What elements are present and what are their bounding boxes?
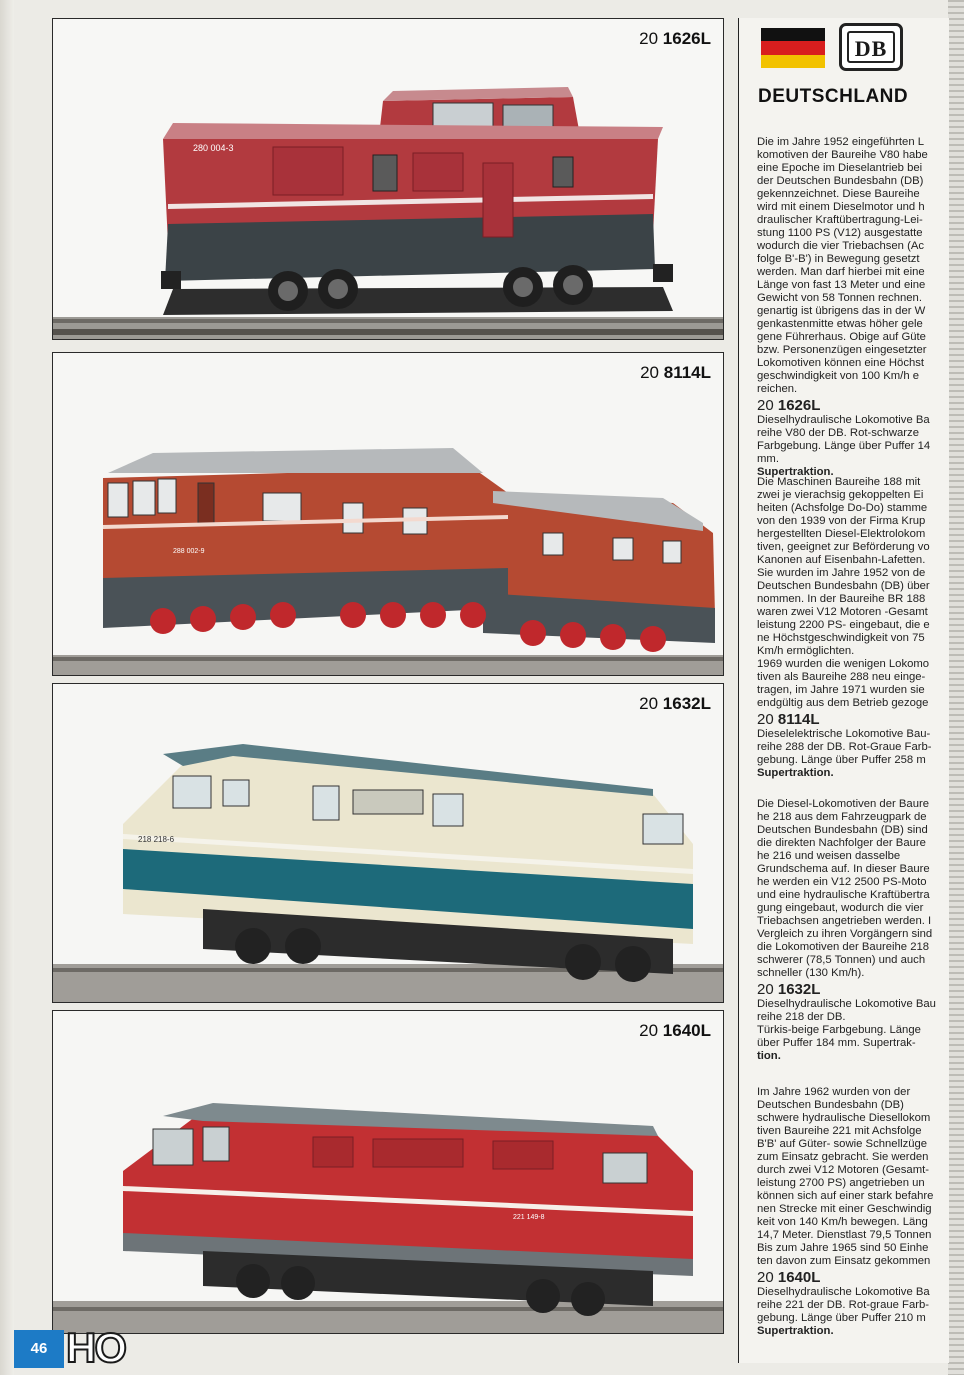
- description-line: können sich auf einer stark befahre: [757, 1190, 934, 1202]
- description-line: leistung 2200 PS- eingebaut, die e: [757, 619, 930, 631]
- description-line: B'B' auf Güter- sowie Schnellzüge: [757, 1138, 928, 1150]
- description-line: hergestellten Diesel-Elektrolokom: [757, 528, 926, 540]
- product-panel-4: [52, 1010, 724, 1334]
- locomotive-photo-v80: [53, 19, 723, 339]
- description-line: und eine hydraulische Kraftübertra: [757, 889, 930, 901]
- description-line: Triebachsen angetrieben werden. I: [757, 915, 932, 927]
- spec-line: mm.: [757, 453, 779, 465]
- product-code-label: 20 1640L: [757, 1269, 821, 1286]
- description-line: Die Maschinen Baureihe 188 mit: [757, 476, 921, 488]
- description-line: die Lokomotiven der Baureihe 218: [757, 941, 930, 953]
- description-line: tiven als Baureihe 288 neu einge-: [757, 671, 926, 683]
- page-number: 46: [14, 1330, 64, 1368]
- description-line: Vergleich zu ihren Vorgängern sind: [757, 928, 933, 940]
- product-code: 20 1640L: [639, 1021, 711, 1040]
- description-line: nommen. In der Baureihe BR 188: [757, 593, 926, 605]
- description-line: wird mit einem Dieselmotor und h: [757, 201, 925, 213]
- scale-logo: HO: [66, 1324, 125, 1371]
- product-code-label: 20 1626L: [757, 397, 821, 414]
- description-line: durch zwei V12 Motoren (Gesamt-: [757, 1164, 930, 1176]
- db-logo: DB: [839, 23, 903, 71]
- spec-line: Türkis-beige Farbgebung. Länge: [757, 1024, 921, 1036]
- spec-highlight: Supertraktion.: [757, 767, 834, 779]
- description-line: wodurch die vier Triebachsen (Ac: [757, 240, 925, 252]
- description-line: endgültig aus dem Betrieb gezoge: [757, 697, 929, 709]
- description-line: tragen, im Jahre 1971 wurden sie: [757, 684, 925, 696]
- description-line: folge B'-B') in Bewegung gesetzt: [757, 253, 920, 265]
- description-line: tiven Baureihe 221 mit Achsfolge: [757, 1125, 922, 1137]
- description-line: ne Höchstgeschwindigkeit von 75: [757, 632, 925, 644]
- description-line: he 216 und weisen dasselbe: [757, 850, 901, 862]
- country-heading: DEUTSCHLAND: [758, 86, 909, 107]
- description-line: Im Jahre 1962 wurden von der: [757, 1086, 911, 1098]
- description-line: 14,7 Meter. Dienstlast 79,5 Tonnen: [757, 1229, 932, 1241]
- description-line: waren zwei V12 Motoren -Gesamt: [757, 606, 928, 618]
- description-line: schwere hydraulische Diesellokom: [757, 1112, 931, 1124]
- description-line: gene Führerhaus. Obige auf Güte: [757, 331, 926, 343]
- description-line: Grundschema auf. In dieser Baure: [757, 863, 930, 875]
- spec-line: reihe V80 der DB. Rot-schwarze: [757, 427, 919, 439]
- description-line: werden. Man darf hierbei mit eine: [757, 266, 925, 278]
- description-line: stung 1100 PS (V12) ausgestatte: [757, 227, 923, 239]
- description-line: keit von 140 Km/h bewegen. Läng: [757, 1216, 928, 1228]
- product-code-label: 20 8114L: [757, 711, 820, 728]
- spec-line: gebung. Länge über Puffer 210 m: [757, 1312, 926, 1324]
- spec-line: reihe 221 der DB. Rot-graue Farb-: [757, 1299, 930, 1311]
- description-line: zwei je vierachsig gekoppelten Ei: [757, 489, 924, 501]
- description-line: Km/h ermöglichten.: [757, 645, 855, 657]
- spec-line: gebung. Länge über Puffer 258 m: [757, 754, 926, 766]
- description-line: gung eingebaut, wodurch die vier: [757, 902, 924, 914]
- description-line: Die Diesel-Lokomotiven der Baure: [757, 798, 930, 810]
- description-line: eine Epoche im Dieselantrieb bei: [757, 162, 923, 174]
- description-line: genartig ist übrigens das in der W: [757, 305, 926, 317]
- loco-number-marking: 288 002-9: [173, 548, 205, 555]
- description-line: heiten (Achsfolge Do-Do) stamme: [757, 502, 928, 514]
- spec-line: reihe 288 der DB. Rot-Graue Farb-: [757, 741, 932, 753]
- description-block-1626L: [757, 136, 957, 479]
- description-line: von den 1939 von der Firma Krup: [757, 515, 926, 527]
- description-line: komotiven der Baureihe V80 habe: [757, 149, 928, 161]
- description-line: schneller (130 Km/h).: [757, 967, 865, 979]
- description-sidebar: [738, 18, 949, 1363]
- description-line: leistung 2700 PS) angetrieben un: [757, 1177, 925, 1189]
- description-line: Kanonen auf Eisenbahn-Lafetten.: [757, 554, 926, 566]
- product-code-label: 20 1632L: [757, 981, 821, 998]
- description-line: Deutschen Bundesbahn (DB): [757, 1099, 904, 1111]
- product-code: 20 1632L: [639, 694, 711, 713]
- spec-highlight: Supertraktion.: [757, 1325, 834, 1337]
- description-line: genkastenmitte etwas höher gele: [757, 318, 923, 330]
- spec-line: Dieselhydraulische Lokomotive Ba: [757, 414, 930, 426]
- description-line: he werden ein V12 2500 PS-Moto: [757, 876, 927, 888]
- description-block-1640L: [757, 1086, 957, 1338]
- description-line: Deutschen Bundesbahn (DB) sind: [757, 824, 928, 836]
- spec-highlight: tion.: [757, 1050, 781, 1062]
- description-line: geschwindigkeit von 100 Km/h e: [757, 370, 920, 382]
- description-line: gekennzeichnet. Diese Baureihe: [757, 188, 920, 200]
- germany-flag-icon: [761, 28, 825, 68]
- loco-number-marking: 218 218-6: [138, 835, 175, 844]
- description-block-1632L: [757, 798, 957, 1063]
- description-line: reichen.: [757, 383, 798, 395]
- description-block-8114L: [757, 476, 957, 780]
- page-left-edge: [0, 0, 14, 1375]
- description-line: 1969 wurden die wenigen Lokomo: [757, 658, 930, 670]
- product-code: 20 8114L: [640, 363, 711, 382]
- spec-line: Farbgebung. Länge über Puffer 14: [757, 440, 931, 452]
- description-line: tiven, geeignet zur Beförderung vo: [757, 541, 930, 553]
- description-line: draulischer Kraftübertragung-Lei-: [757, 214, 923, 226]
- spec-line: Dieselhydraulische Lokomotive Ba: [757, 1286, 930, 1298]
- description-line: Länge von fast 13 Meter und eine: [757, 279, 926, 291]
- product-code: 20 1626L: [639, 29, 711, 48]
- description-line: Bis zum Jahre 1965 sind 50 Einhe: [757, 1242, 929, 1254]
- locomotive-photo-br218: [53, 684, 723, 1002]
- description-line: Lokomotiven können eine Höchst: [757, 357, 925, 369]
- spec-line: über Puffer 184 mm. Supertrak-: [757, 1037, 916, 1049]
- spec-highlight: Supertraktion.: [757, 466, 834, 478]
- description-line: die direkten Nachfolger der Baure: [757, 837, 926, 849]
- product-panel-3: [52, 683, 724, 1003]
- description-line: schwerer (78,5 Tonnen) und auch: [757, 954, 926, 966]
- description-line: ten davon zum Einsatz gekommen: [757, 1255, 931, 1267]
- description-line: Gewicht von 58 Tonnen rechnen.: [757, 292, 922, 304]
- product-panel-1: [52, 18, 724, 340]
- description-line: Deutschen Bundesbahn (DB) über: [757, 580, 930, 592]
- description-line: zum Einsatz gebracht. Sie werden: [757, 1151, 929, 1163]
- description-line: nen Strecke mit einer Geschwindig: [757, 1203, 932, 1215]
- description-line: Sie wurden im Jahre 1952 von de: [757, 567, 926, 579]
- spec-line: reihe 218 der DB.: [757, 1011, 846, 1023]
- description-line: he 218 aus dem Fahrzeugpark de: [757, 811, 927, 823]
- description-line: bzw. Personenzügen eingesetzter: [757, 344, 927, 356]
- spec-line: Dieselhydraulische Lokomotive Bau: [757, 998, 936, 1010]
- locomotive-photo-br288: [53, 353, 723, 675]
- description-line: der Deutschen Bundesbahn (DB): [757, 175, 924, 187]
- product-panel-2: [52, 352, 724, 676]
- loco-number-marking: 221 149-8: [513, 1214, 545, 1221]
- locomotive-photo-br221: [53, 1011, 723, 1333]
- spec-line: Dieselelektrische Lokomotive Bau-: [757, 728, 931, 740]
- loco-number-marking: 280 004-3: [193, 143, 234, 153]
- description-line: Die im Jahre 1952 eingeführten L: [757, 136, 925, 148]
